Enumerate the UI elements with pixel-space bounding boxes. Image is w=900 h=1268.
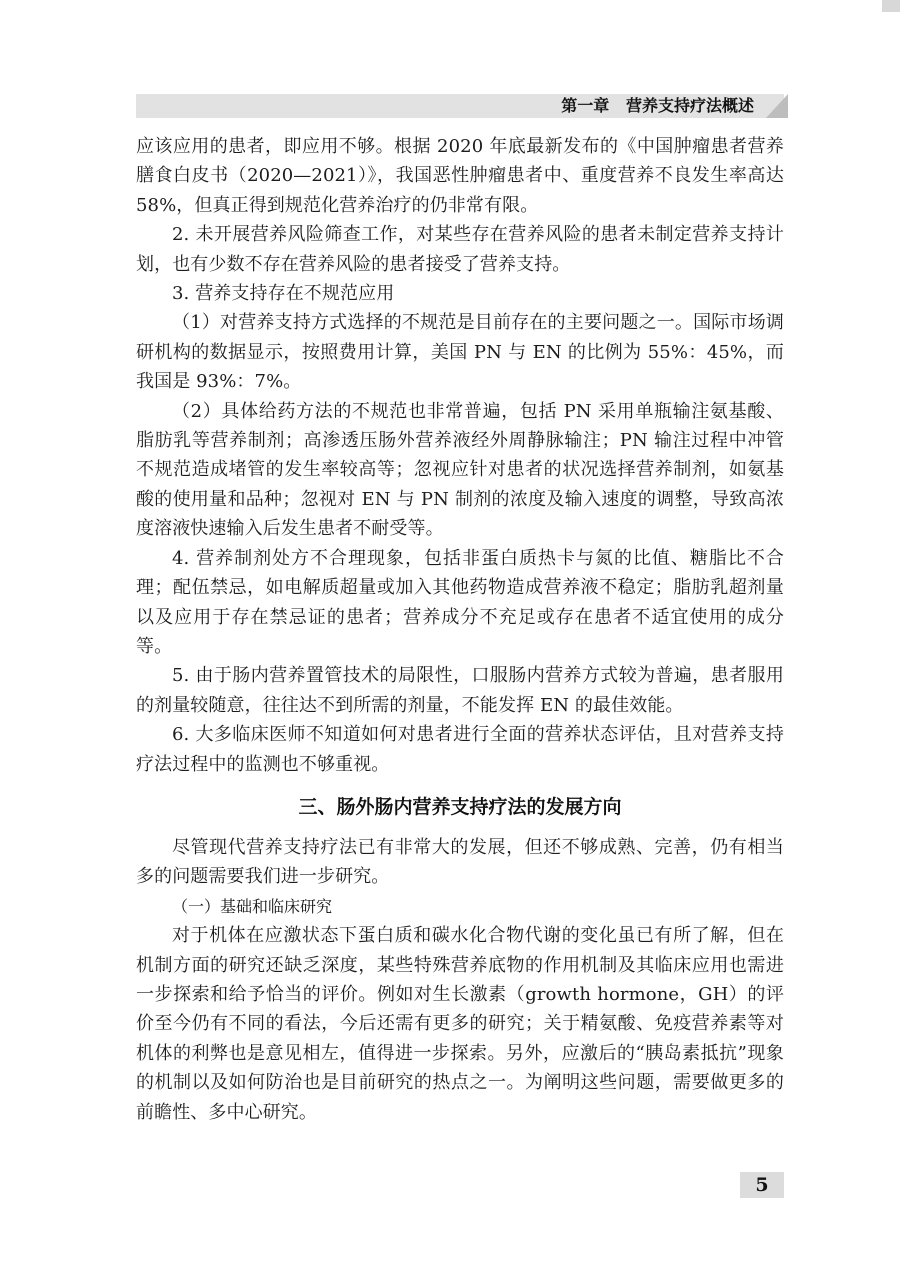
paragraph-item-6: 6. 大多临床医师不知道如何对患者进行全面的营养状态评估，且对营养支持疗法过程中的监测也不够重视。 <box>136 724 784 775</box>
paragraph-item-3: 3. 营养支持存在不规范应用 <box>172 283 395 305</box>
chapter-title: 第一章 营养支持疗法概述 <box>561 96 754 115</box>
page-body <box>136 132 784 1127</box>
page-number-box <box>740 1172 784 1198</box>
paragraph-item-4: 4. 营养制剂处方不合理现象，包括非蛋白质热卡与氮的比值、糖脂比不合理；配伍禁忌，如电解质超量或加入其他药物造成营养液不稳定；脂肪乳超剂量以及应用于存在禁忌证的患者；营养成分不充足或存在患者不适宜使用的成分等。 <box>136 547 784 657</box>
corner-mark <box>882 0 900 12</box>
paragraph-item-3-1: （1）对营养支持方式选择的不规范是目前存在的主要问题之一。国际市场调研机构的数据显示，按照费用计算，美国 PN 与 EN 的比例为 55%：45%，而我国是 93%：7%。 <box>136 312 784 393</box>
running-header <box>136 94 784 118</box>
section-intro: 尽管现代营养支持疗法已有非常大的发展，但还不够成熟、完善，仍有相当多的问题需要我们进一步研究。 <box>136 836 784 888</box>
subheading: （一）基础和临床研究 <box>172 896 333 916</box>
section-heading: 三、肠外肠内营养支持疗法的发展方向 <box>298 795 622 818</box>
paragraph-item-2: 2. 未开展营养风险筛查工作，对某些存在营养风险的患者未制定营养支持计划，也有少数不存在营养风险的患者接受了营养支持。 <box>136 224 784 275</box>
paragraph-item-5: 5. 由于肠内营养置管技术的局限性，口服肠内营养方式较为普遍，患者服用的剂量较随意，往往达不到所需的剂量，不能发挥 EN 的最佳效能。 <box>136 665 784 716</box>
subsection-text: 对于机体在应激状态下蛋白质和碳水化合物代谢的变化虽已有所了解，但在机制方面的研究还缺乏深度，某些特殊营养底物的作用机制及其临床应用也需进一步探索和给予恰当的评价。例如对生长激素（growth hormone，GH）的评价至今仍有不同的看法，今后还需有更多的研究；关于精氨酸、免疫营养素等对机体的利弊也是意见相左，值得进一步探索。另外，应激后的“胰岛素抵抗”现象的机制以及如何防治也是目前研究的热点之一。为阐明这些问题，需要做更多的前瞻性、多中心研究。 <box>136 925 784 1123</box>
page-number: 5 <box>755 1174 769 1196</box>
paragraph-item-3-2: （2）具体给药方法的不规范也非常普遍，包括 PN 采用单瓶输注氨基酸、脂肪乳等营养制剂；高渗透压肠外营养液经外周静脉输注；PN 输注过程中冲管不规范造成堵管的发生率较高等；忽视应针对患者的状况选择营养制剂，如氨基酸的使用量和品种；忽视对 EN 与 PN 制剂的浓度及输入速度的调整，导致高浓度溶液快速输入后发生患者不耐受等。 <box>136 400 784 540</box>
paragraph-continued: 应该应用的患者，即应用不够。根据 2020 年底最新发布的《中国肿瘤患者营养膳食白皮书（2020—2021）》，我国恶性肿瘤患者中、重度营养不良发生率高达 58%，但真正得到规范化营养治疗的仍非常有限。 <box>136 136 784 216</box>
